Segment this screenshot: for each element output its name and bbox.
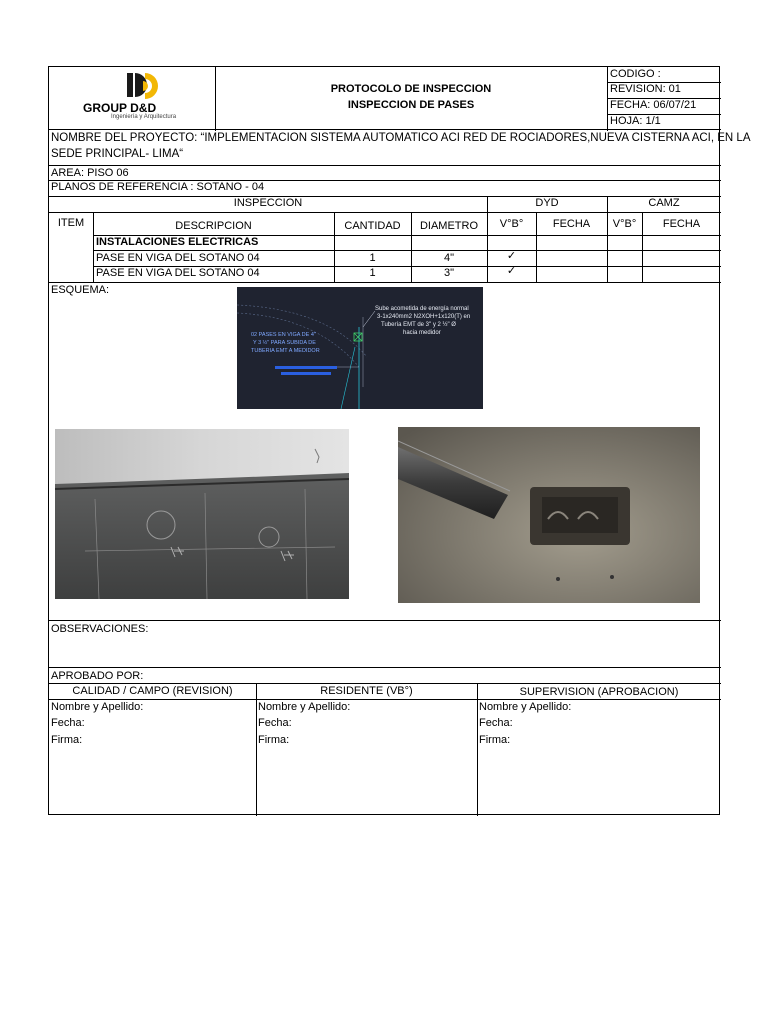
logo-text: GROUP D&D: [83, 101, 157, 115]
row2-diametro: 3": [443, 267, 455, 279]
col-fecha-camz: FECHA: [662, 218, 701, 230]
col-vb-camz: V°B°: [612, 218, 637, 230]
photo-beam-marking: [55, 429, 349, 599]
row1-descripcion: PASE EN VIGA DEL SOTANO 04: [96, 252, 260, 264]
project-name-line2: SEDE PRINCIPAL- LIMA“: [51, 148, 184, 160]
col-diametro: DIAMETRO: [419, 220, 479, 232]
logo-tagline: Ingeniería y Arquitectura: [111, 114, 177, 120]
supervision-fecha: Fecha:: [479, 717, 513, 729]
col-vb-dyd: V°B°: [499, 218, 524, 230]
residente-nombre: Nombre y Apellido:: [258, 701, 351, 713]
col-descripcion: DESCRIPCION: [175, 220, 252, 232]
row2-descripcion: PASE EN VIGA DEL SOTANO 04: [96, 267, 260, 279]
observaciones-label: OBSERVACIONES:: [51, 623, 149, 635]
protocol-subtitle: INSPECCION DE PASES: [347, 99, 475, 111]
cad-note-right-4: hacia medidor: [403, 330, 441, 336]
photo-conduit-pass: [398, 427, 700, 603]
cad-note-right-1: Sube acometida de energía normal: [375, 306, 469, 312]
aprobado-label: APROBADO POR:: [51, 670, 144, 682]
col-fecha-dyd: FECHA: [552, 218, 591, 230]
row1-diametro: 4": [443, 252, 455, 264]
row1-check-icon: ✓: [506, 250, 517, 262]
project-name-line1: NOMBRE DEL PROYECTO: “IMPLEMENTACION SISTEMA AUTOMATICO ACI RED DE ROCIADORES,NUEVA CISTERNA ACI, EN LA: [51, 132, 751, 144]
residente-firma: Firma:: [258, 734, 290, 746]
codigo-field: CODIGO :: [610, 68, 661, 80]
row2-cantidad: 1: [369, 267, 376, 279]
cad-note-right-2: 3-1x240mm2 N2XOH+1x120(T) en: [377, 314, 471, 320]
calidad-fecha: Fecha:: [51, 717, 85, 729]
cad-note-left-1: 02 PASES EN VIGA DE 4": [251, 332, 316, 338]
row1-cantidad: 1: [369, 252, 376, 264]
hoja-field: HOJA: 1/1: [610, 115, 661, 127]
area-field: AREA: PISO 06: [51, 167, 129, 179]
residente-fecha: Fecha:: [258, 717, 292, 729]
calidad-firma: Firma:: [51, 734, 83, 746]
cad-note-right-3: Tubería EMT de 3" y 2 ½" Ø: [381, 322, 456, 328]
residente-title: RESIDENTE (VB°): [320, 685, 413, 697]
section-instalaciones: INSTALACIONES ELECTRICAS: [96, 236, 259, 248]
group-inspeccion: INSPECCION: [233, 197, 303, 209]
esquema-label: ESQUEMA:: [51, 284, 110, 296]
group-camz: CAMZ: [648, 197, 680, 209]
group-dyd: DYD: [535, 197, 559, 209]
fecha-field: FECHA: 06/07/21: [610, 99, 697, 111]
photo-conduit-icon: [398, 427, 700, 603]
inspection-sheet: [48, 66, 751, 815]
calidad-nombre: Nombre y Apellido:: [51, 701, 144, 713]
supervision-title: SUPERVISION (APROBACION): [519, 686, 679, 698]
cad-note-left-3: TUBERIA EMT A MEDIDOR: [251, 348, 320, 354]
planos-field: PLANOS DE REFERENCIA : SOTANO - 04: [51, 181, 265, 193]
cad-note-left-2: Y 3 ½" PARA SUBIDA DE: [253, 340, 316, 346]
col-item: ITEM: [57, 217, 85, 229]
photo-beam-icon: [55, 429, 349, 599]
supervision-nombre: Nombre y Apellido:: [479, 701, 572, 713]
calidad-title: CALIDAD / CAMPO (REVISION): [72, 685, 233, 697]
revision-field: REVISION: 01: [610, 83, 681, 95]
protocol-title: PROTOCOLO DE INSPECCION: [330, 83, 492, 95]
logo: [77, 71, 197, 127]
row2-check-icon: ✓: [506, 265, 517, 277]
supervision-firma: Firma:: [479, 734, 511, 746]
cad-drawing: [237, 287, 483, 409]
col-cantidad: CANTIDAD: [344, 220, 401, 232]
